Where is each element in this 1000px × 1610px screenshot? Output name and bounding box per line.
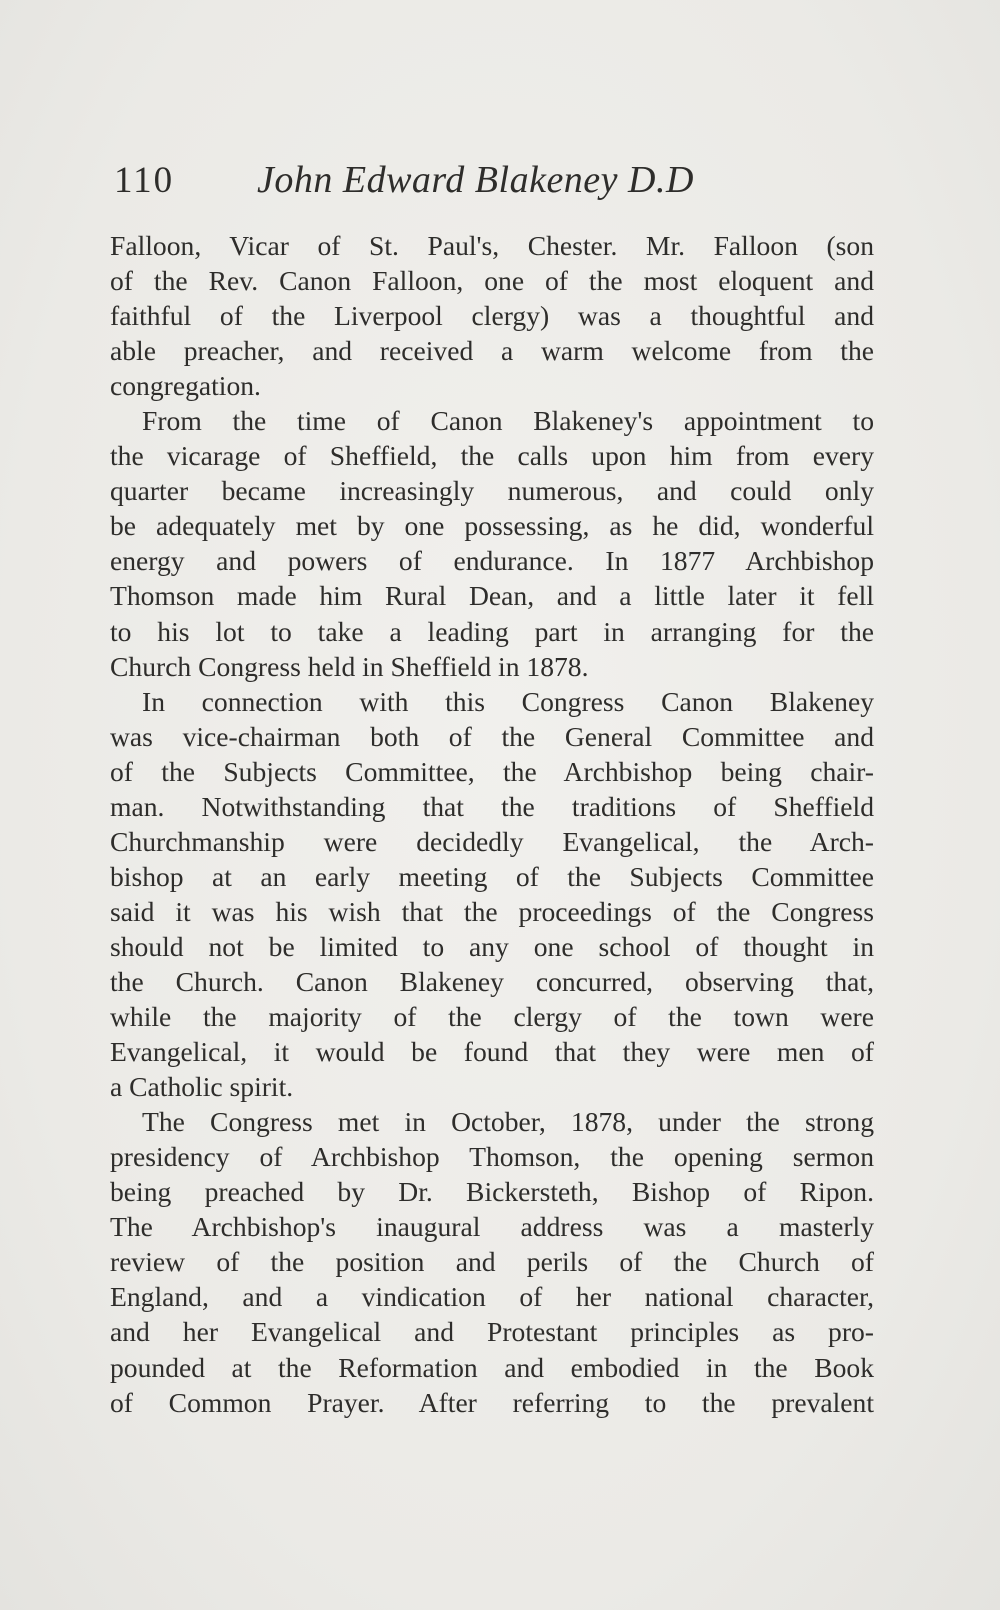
text-line: man. Notwithstanding that the traditions of Sheffield (110, 790, 874, 822)
text-line: review of the position and perils of the Church of (110, 1246, 874, 1278)
text-line: energy and powers of endurance. In 1877 Archbishop (110, 545, 874, 577)
text-line: able preacher, and received a warm welcome from the (110, 335, 874, 367)
running-title: John Edward Blakeney D.D (257, 159, 694, 201)
text-line: of the Subjects Committee, the Archbishop being chair- (110, 755, 874, 787)
text-line: congregation. (110, 370, 261, 402)
text-line: Churchmanship were decidedly Evangelical, the Arch- (110, 825, 874, 857)
text-line: In connection with this Congress Canon Blakeney (142, 685, 874, 717)
text-line: and her Evangelical and Protestant principles as pro- (110, 1316, 874, 1348)
text-line: of Common Prayer. After referring to the prevalent (110, 1386, 874, 1418)
running-head (110, 150, 890, 210)
text-line: quarter became increasingly numerous, and could only (110, 475, 874, 507)
text-line: to his lot to take a leading part in arranging for the (110, 615, 874, 647)
text-line: The Archbishop's inaugural address was a masterly (110, 1211, 874, 1243)
text-line: England, and a vindication of her national character, (110, 1281, 874, 1313)
paragraph (110, 403, 874, 683)
text-line: The Congress met in October, 1878, under the strong (142, 1106, 874, 1138)
text-line: Thomson made him Rural Dean, and a little later it fell (110, 580, 874, 612)
paragraph (110, 228, 874, 403)
text-line: presidency of Archbishop Thomson, the opening sermon (110, 1141, 874, 1173)
text-line: said it was his wish that the proceedings of the Congress (110, 895, 874, 927)
text-line: should not be limited to any one school of thought in (110, 930, 874, 962)
text-line: the vicarage of Sheffield, the calls upon him from every (110, 440, 874, 472)
text-line: faithful of the Liverpool clergy) was a thoughtful and (110, 300, 874, 332)
paragraph (110, 1104, 874, 1419)
text-line: Evangelical, it would be found that they were men of (110, 1036, 874, 1068)
text-line: pounded at the Reformation and embodied in the Book (110, 1351, 874, 1383)
text-line: From the time of Canon Blakeney's appointment to (142, 405, 874, 437)
text-line: the Church. Canon Blakeney concurred, observing that, (110, 965, 874, 997)
body-text (110, 228, 874, 1420)
text-line: being preached by Dr. Bickersteth, Bishop of Ripon. (110, 1176, 874, 1208)
text-line: Church Congress held in Sheffield in 1878. (110, 650, 589, 682)
text-line: Falloon, Vicar of St. Paul's, Chester. Mr. Falloon (son (110, 230, 874, 261)
paragraph (110, 684, 874, 1105)
text-line: bishop at an early meeting of the Subjects Committee (110, 860, 874, 892)
text-line: while the majority of the clergy of the town were (110, 1001, 874, 1033)
page-number: 110 (114, 160, 175, 201)
text-line: a Catholic spirit. (110, 1071, 294, 1103)
text-line: of the Rev. Canon Falloon, one of the most eloquent and (110, 265, 874, 297)
text-line: was vice-chairman both of the General Committee and (110, 720, 874, 752)
text-line: be adequately met by one possessing, as he did, wonderful (110, 510, 874, 542)
